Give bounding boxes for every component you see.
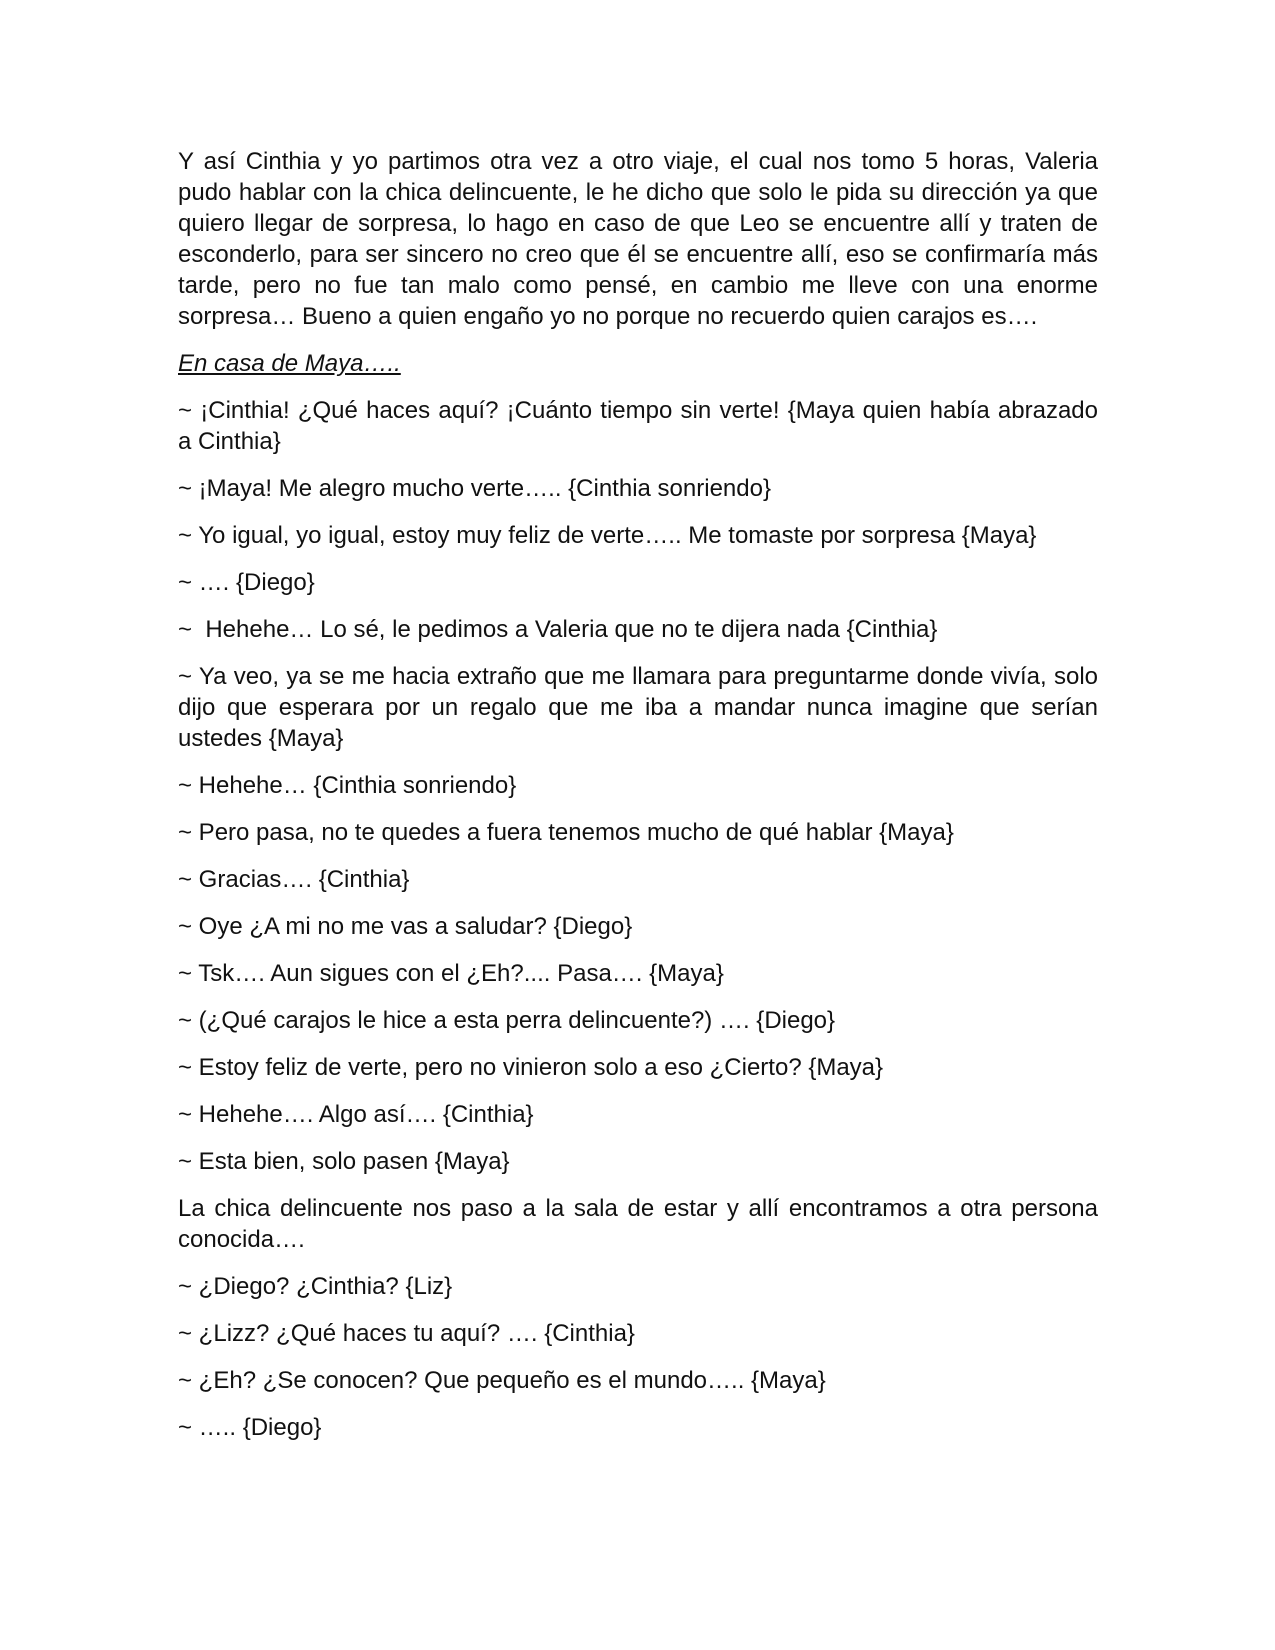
dialogue-line: ~ Esta bien, solo pasen {Maya} [178, 1148, 510, 1175]
dialogue-line: ~ ¿Eh? ¿Se conocen? Que pequeño es el mundo….. {Maya} [178, 1367, 826, 1394]
dialogue-line: ~ …. {Diego} [178, 569, 315, 596]
dialogue-line: ~ Hehehe… {Cinthia sonriendo} [178, 772, 517, 799]
intro-paragraph: Y así Cinthia y yo partimos otra vez a otro viaje, el cual nos tomo 5 horas, Valeria pudo hablar con la chica delincuente, le he dicho que solo le pida su dirección ya que quiero llegar de sorpresa, lo hago en caso de que Leo se encuentre allí y traten de esconderlo, para ser sincero no creo que él se encuentre allí, eso se confirmaría más tarde, pero no fue tan malo como pensé, en cambio me lleve con una enorme sorpresa… Bueno a quien engaño yo no porque no recuerdo quien carajos es…. [178, 148, 1098, 330]
dialogue-line: ~ Gracias…. {Cinthia} [178, 866, 410, 893]
dialogue-line: ~ ….. {Diego} [178, 1414, 322, 1441]
dialogue-line: ~ ¡Cinthia! ¿Qué haces aquí? ¡Cuánto tiempo sin verte! {Maya quien había abrazado a Cinthia} [178, 397, 1105, 455]
dialogue-line: ~ Hehehe…. Algo así…. {Cinthia} [178, 1101, 534, 1128]
dialogue-line: ~ Tsk…. Aun sigues con el ¿Eh?.... Pasa…. {Maya} [178, 960, 724, 987]
dialogue-line: ~ Estoy feliz de verte, pero no vinieron solo a eso ¿Cierto? {Maya} [178, 1054, 884, 1081]
dialogue-line: ~ Yo igual, yo igual, estoy muy feliz de verte….. Me tomaste por sorpresa {Maya} [178, 522, 1037, 549]
scene-heading: En casa de Maya….. [178, 350, 401, 377]
dialogue-line: ~ ¡Maya! Me alegro mucho verte….. {Cinthia sonriendo} [178, 475, 771, 502]
dialogue-line: ~ Hehehe… Lo sé, le pedimos a Valeria que no te dijera nada {Cinthia} [178, 616, 938, 643]
dialogue-line: ~ Ya veo, ya se me hacia extraño que me llamara para preguntarme donde vivía, solo dijo que esperara por un regalo que me iba a mandar nunca imagine que serían ustedes {Maya} [178, 663, 1105, 752]
dialogue-line: ~ ¿Lizz? ¿Qué haces tu aquí? …. {Cinthia} [178, 1320, 635, 1347]
dialogue-line: ~ ¿Diego? ¿Cinthia? {Liz} [178, 1273, 453, 1300]
dialogue-line: ~ (¿Qué carajos le hice a esta perra delincuente?) …. {Diego} [178, 1007, 836, 1034]
narration-paragraph: La chica delincuente nos paso a la sala de estar y allí encontramos a otra persona conocida…. [178, 1195, 1098, 1253]
dialogue-line: ~ Pero pasa, no te quedes a fuera tenemos mucho de qué hablar {Maya} [178, 819, 954, 846]
dialogue-line: ~ Oye ¿A mi no me vas a saludar? {Diego} [178, 913, 633, 940]
document-body [178, 146, 1105, 1459]
